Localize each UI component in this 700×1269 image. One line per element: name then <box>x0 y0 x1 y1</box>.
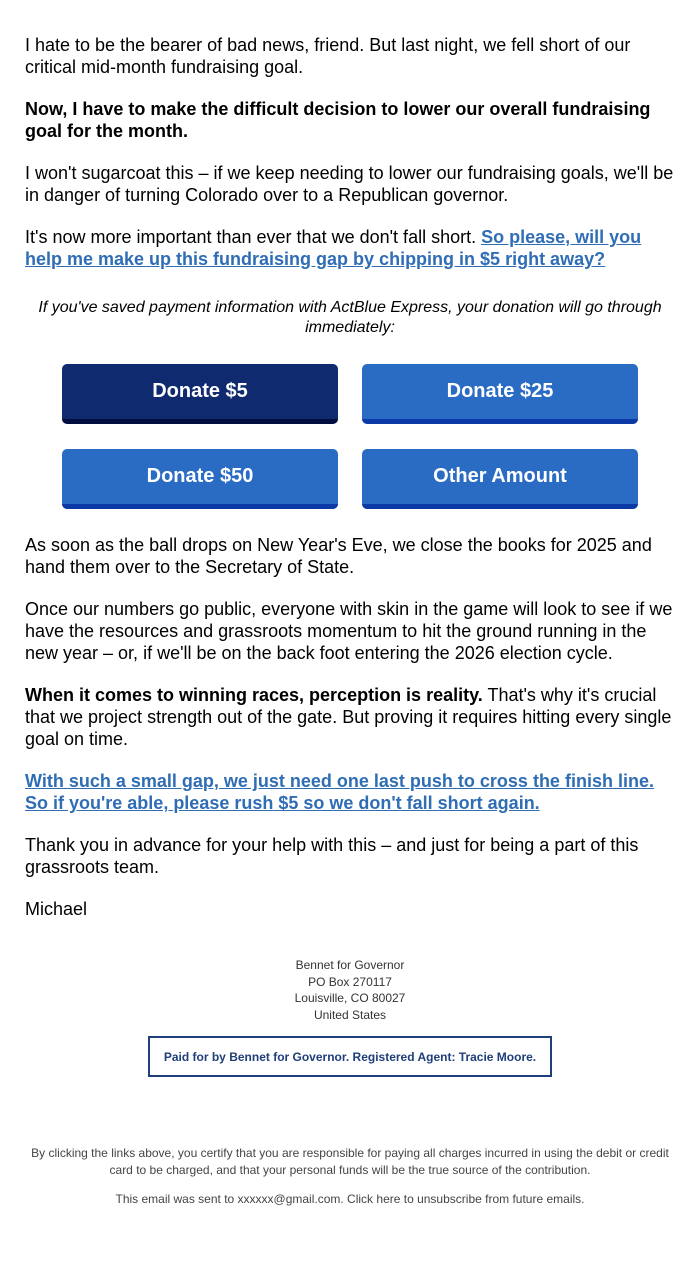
footer-country: United States <box>313 1007 387 1022</box>
paragraph-ask <box>25 226 675 270</box>
email-body <box>25 34 675 940</box>
decision-bold-text: Now, I have to make the difficult decision to lower our overall fundraising goal for the month. <box>25 99 651 141</box>
footer-city: Louisville, CO 80027 <box>294 991 406 1005</box>
perception-bold-text: When it comes to winning races, perception is reality. <box>25 685 483 705</box>
donate-50-button[interactable]: Donate $50 <box>62 449 338 509</box>
paragraph-new-year: As soon as the ball drops on New Year's Eve, we close the books for 2025 and hand them over to the Secretary of State. <box>25 535 652 577</box>
legal-disclaimer: By clicking the links above, you certify that you are responsible for paying all charges incurred in using the debit or credit card to be charged, and that your personal funds will be the true source of the contribution. <box>31 1146 669 1177</box>
other-amount-button[interactable]: Other Amount <box>362 449 638 509</box>
donate-button-grid <box>62 364 675 509</box>
paragraph-final-ask <box>25 770 675 814</box>
footer-org: Bennet for Governor <box>295 958 405 972</box>
unsubscribe-notice[interactable]: This email was sent to xxxxxx@gmail.com. Click here to unsubscribe from future emails. <box>115 1192 585 1206</box>
donate-25-button[interactable]: Donate $25 <box>362 364 638 424</box>
paragraph-perception <box>25 684 675 750</box>
paid-for-disclaimer <box>148 1036 552 1077</box>
donate-link-5[interactable]: So please, will you help me make up this fundraising gap by chipping in $5 right away? <box>25 227 642 269</box>
rush-5-link[interactable]: With such a small gap, we just need one last push to cross the finish line. So if you're able, please rush $5 so we don't fall short again. <box>25 771 654 813</box>
footer-address <box>0 957 700 1023</box>
paragraph-decision <box>25 98 675 142</box>
paragraph-intro: I hate to be the bearer of bad news, friend. But last night, we fell short of our critical mid-month fundraising goal. <box>25 35 631 77</box>
perception-text: That's why it's crucial that we project strength out of the gate. But proving it requires hitting every single goal on time. <box>25 685 672 749</box>
paragraph-thanks: Thank you in advance for your help with this – and just for being a part of this grassroots team. <box>25 835 639 877</box>
ask-text: It's now more important than ever that we don't fall short. <box>25 227 482 247</box>
paragraph-public-numbers: Once our numbers go public, everyone with skin in the game will look to see if we have the resources and grassroots momentum to hit the ground running in the new year – or, if we'll be on the back foot entering the 2026 election cycle. <box>25 599 673 663</box>
paid-for-text: Paid for by Bennet for Governor. Registered Agent: Tracie Moore. <box>163 1049 537 1064</box>
actblue-note: If you've saved payment information with ActBlue Express, your donation will go through immediately: <box>38 299 662 336</box>
donate-5-button[interactable]: Donate $5 <box>62 364 338 424</box>
paragraph-warning: I won't sugarcoat this – if we keep needing to lower our fundraising goals, we'll be in danger of turning Colorado over to a Republican governor. <box>25 163 674 205</box>
signature: Michael <box>25 899 88 919</box>
footer-po-box: PO Box 270117 <box>308 974 392 989</box>
